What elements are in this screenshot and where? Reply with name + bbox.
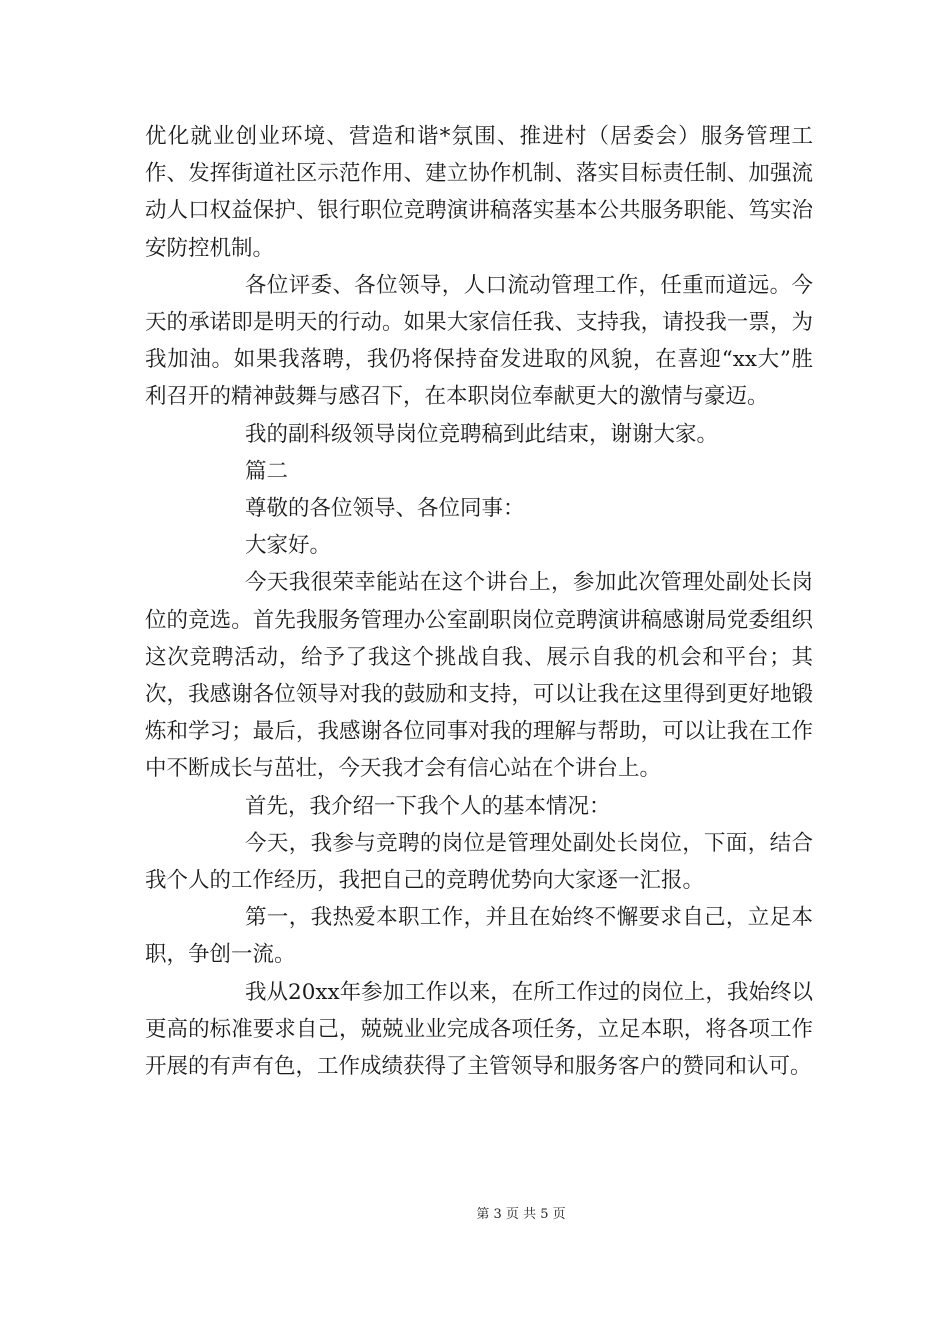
page-number: 第 3 页 共 5 页 [476, 1207, 566, 1222]
paragraph-position: 今天，我参与竞聘的岗位是管理处副处长岗位，下面，结合我个人的工作经历，我把自己的竞聘优势向大家逐一汇报。 [145, 830, 813, 894]
paragraph-continuation: 优化就业创业环境、营造和谐*氛围、推进村（居委会）服务管理工作、发挥街道社区示范作用、建立协作机制、落实目标责任制、加强流动人口权益保护、银行职位竞聘演讲稿落实基本公共服务职能、笃实治安防控机制。 [145, 124, 813, 261]
page-footer [0, 1203, 950, 1222]
greeting: 大家好。 [245, 533, 332, 559]
document-body [145, 118, 813, 1085]
paragraph-introduction: 今天我很荣幸能站在这个讲台上，参加此次管理处副处长岗位的竞选。首先我服务管理办公室副职岗位竞聘演讲稿感谢局党委组织这次竞聘活动，给予了我这个挑战自我、展示自我的机会和平台；其次，我感谢各位领导对我的鼓励和支持，可以让我在这里得到更好地锻炼和学习；最后，我感谢各位同事对我的理解与帮助，可以让我在工作中不断成长与茁壮，今天我才会有信心站在个讲台上。 [145, 570, 813, 782]
salutation: 尊敬的各位领导、各位同事： [245, 496, 525, 522]
paragraph-thanks: 我的副科级领导岗位竞聘稿到此结束，谢谢大家。 [245, 421, 719, 447]
paragraph-experience: 我从20xx年参加工作以来，在所工作过的岗位上，我始终以更高的标准要求自己，兢兢业业完成各项任务，立足本职，将各项工作开展的有声有色，工作成绩获得了主管领导和服务客户的赞同和认可。 [145, 979, 813, 1080]
paragraph-point-one: 第一，我热爱本职工作，并且在始终不懈要求自己，立足本职，争创一流。 [145, 905, 813, 968]
paragraph-closing-appeal: 各位评委、各位领导，人口流动管理工作，任重而道远。今天的承诺即是明天的行动。如果大家信任我、支持我，请投我一票，为我加油。如果我落聘，我仍将保持奋发进取的风貌，在喜迎“xx大”胜利召开的精神鼓舞与感召下，在本职岗位奉献更大的激情与豪迈。 [145, 272, 813, 410]
section-heading: 篇二 [245, 458, 289, 484]
paragraph-basic-info: 首先，我介绍一下我个人的基本情况： [245, 793, 611, 819]
